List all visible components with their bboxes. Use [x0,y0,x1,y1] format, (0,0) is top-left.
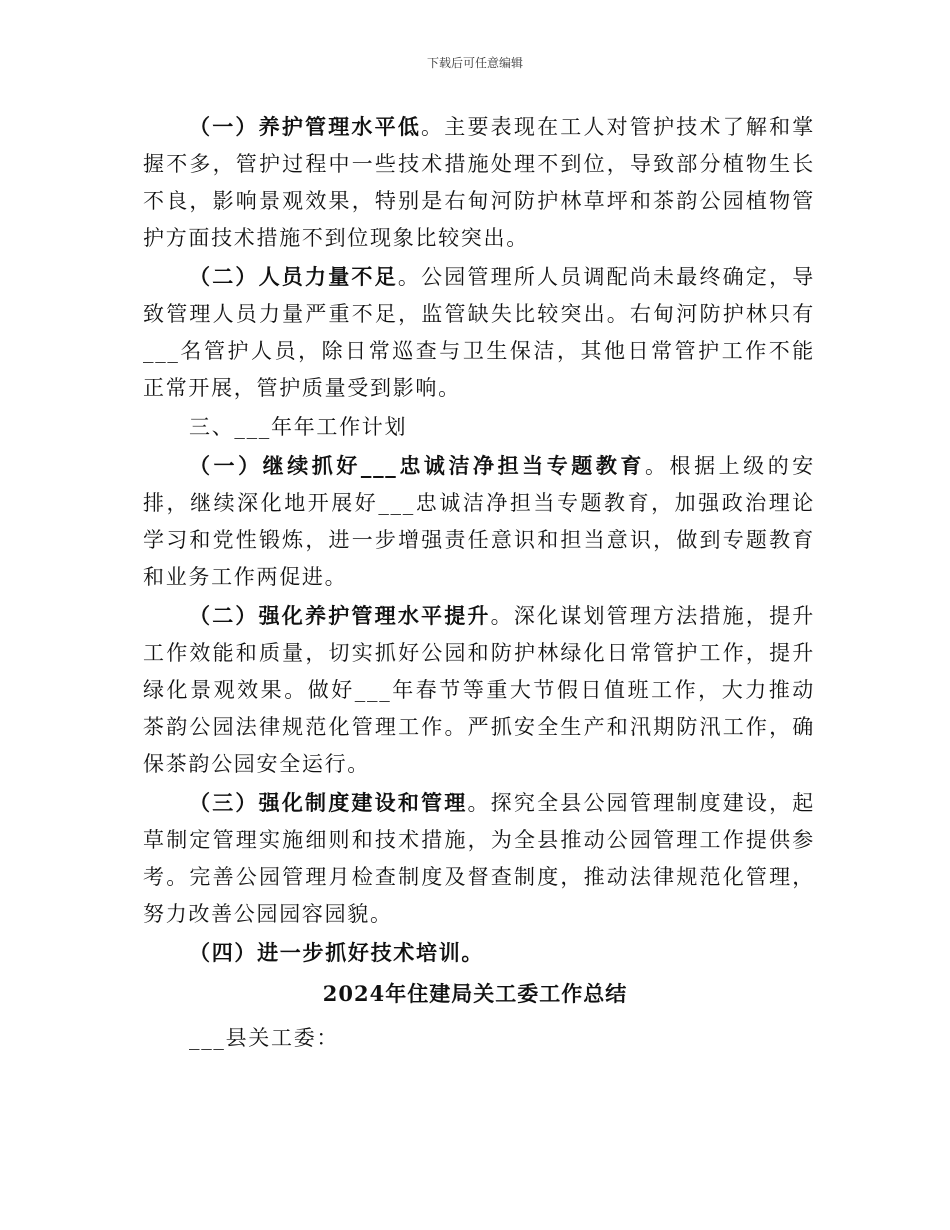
paragraph-heading: （三）强化制度建设和管理 [189,790,468,815]
paragraph-system-building [143,784,815,933]
paragraph-body: 三、___年年工作计划 [189,415,408,439]
document-title: 2024年住建局关工委工作总结 [322,981,628,1006]
paragraph-maintenance-improvement [143,597,815,783]
download-note: 下载后可任意编辑 [426,56,523,70]
salutation: ___县关工委： [189,1026,340,1050]
paragraph-body: 。主要表现在工人对管护技术了解和掌握不多，管护过程中一些技术措施处理不到位，导致部分植物生长不良，影响景观效果，特别是右甸河防护林草坪和茶韵公园植物管护方面技术措施不到位现象比较突出。 [143,115,816,250]
paragraph-staffing [143,258,815,407]
paragraph-heading: （一）养护管理水平低 [189,114,422,139]
paragraph-body: 。深化谋划管理方法措施，提升工作效能和质量，切实抓好公园和防护林绿化日常管护工作，提升绿化景观效果。做好___年春节等重大节假日值班工作，大力推动茶韵公园法律规范化管理工作。严抓安全生产和汛期防汛工作，确保茶韵公园安全运行。 [143,604,815,776]
paragraph-body: 。 [461,940,485,965]
paragraph-heading: （四）进一步抓好技术培训 [189,940,462,965]
paragraph-education [143,447,815,596]
paragraph-heading: （二）强化养护管理水平提升 [189,603,491,628]
paragraph-body: 。探究全县公园管理制度建设，起草制定管理实施细则和技术措施，为全县推动公园管理工作提供参考。完善公园管理月检查制度及督查制度，推动法律规范化管理，努力改善公园园容园貌。 [143,791,816,926]
section-heading-work-plan [143,408,815,446]
paragraph-heading: （二）人员力量不足 [189,264,398,289]
body-text [143,108,815,971]
paragraph-training [143,934,815,971]
paragraph-maintenance-level [143,108,815,257]
paragraph-body: 。公园管理所人员调配尚未最终确定，导致管理人员力量严重不足，监管缺失比较突出。右甸河防护林只有___名管护人员，除日常巡查与卫生保洁，其他日常管护工作不能正常开展，管护质量受到影响。 [143,265,815,400]
paragraph-heading: （一）继续抓好___忠诚洁净担当专题教育 [189,453,645,478]
paragraph-body: 。根据上级的安排，继续深化地开展好___忠诚洁净担当专题教育，加强政治理论学习和党性锻炼，进一步增强责任意识和担当意识，做到专题教育和业务工作两促进。 [143,454,816,589]
